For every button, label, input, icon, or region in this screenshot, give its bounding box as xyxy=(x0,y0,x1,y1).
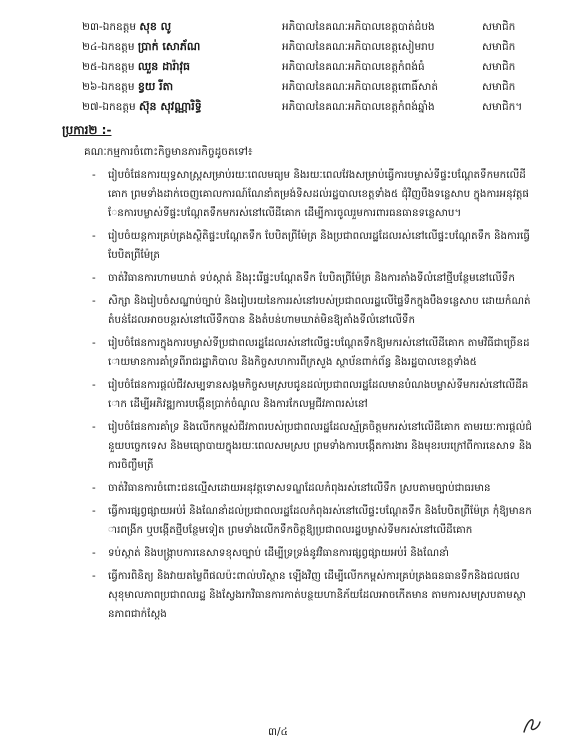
member-row xyxy=(82,58,552,78)
bullet-dash: - xyxy=(92,421,96,433)
member-number: ២៤-ឯកឧត្តម xyxy=(82,41,135,53)
task-text: រៀបចំយន្តការគ្រប់គ្រងស្ថិតិផ្ទះបណ្ដែតទឹក បែបិតព្រីម៉ែត្រ និងប្រជាពលរដ្ឋដែលរស់នៅលើផ្ទះបណ្ដែតទឹក និងការធ្វើបែបិតព្រីម៉ែត្រ xyxy=(108,230,530,261)
bullet-dash: - xyxy=(92,482,96,494)
member-number: ២៣-ឯកឧត្តម xyxy=(82,21,137,33)
bullet-dash: - xyxy=(92,505,96,517)
intro-text: គណៈកម្មការចំពោះកិច្ចមានភារកិច្ចដូចតទៅ៖ xyxy=(84,146,253,158)
member-status: សមាជិក xyxy=(482,20,516,33)
bullet-dash: - xyxy=(92,547,96,559)
member-number: ២៧-ឯកឧត្តម xyxy=(82,101,136,113)
list-item xyxy=(92,227,532,265)
member-status: សមាជិក xyxy=(482,60,516,73)
bullet-dash: - xyxy=(92,230,96,242)
page-number: ៣/៤ xyxy=(268,726,288,738)
member-number: ២៥-ឯកឧត្តម xyxy=(82,61,135,73)
list-item xyxy=(92,292,532,330)
list-item xyxy=(92,269,532,288)
member-name: ខ្វយ រីតា xyxy=(137,80,174,93)
member-row xyxy=(82,78,552,98)
member-name: ប្រាក់ សោភ័ណ xyxy=(137,40,201,53)
member-name-cell xyxy=(82,60,282,76)
member-name-cell xyxy=(82,20,282,36)
list-item xyxy=(92,376,532,414)
bullet-dash: - xyxy=(92,570,96,582)
article-heading: ប្រការ២ :- xyxy=(62,123,112,137)
member-role: អភិបាលនៃគណៈអភិបាលខេត្តសៀមរាប xyxy=(282,40,435,53)
bullet-dash: - xyxy=(92,337,96,349)
list-item xyxy=(92,479,532,498)
bullet-dash: - xyxy=(92,379,96,391)
list-item xyxy=(92,502,532,540)
member-name-cell xyxy=(82,100,282,116)
member-role: អភិបាលនៃគណៈអភិបាលខេត្តកំពង់ឆ្នាំង xyxy=(282,100,435,113)
member-status: សមាជិក។ xyxy=(482,100,523,113)
task-text: រៀបចំផែនការយុទ្ធសាស្ត្រសម្រាប់រយៈពេលមធ្យម និងរយៈពេលវែងសម្រាប់ធ្វើការបម្លាស់ទីផ្ទះបណ្ដែតទឹកមកលើដីគោក ព្រមទាំងដាក់ចេញគោលការណ៍ណែនាំតម្រង់ទិសដល់រដ្ឋបាលខេត្តទាំង៥ ជុំវិញបឹងទន្លេសាប ក្នុងការអនុវត្តផែនការបម្លាស់ទីផ្ទះបណ្ដែតទឹកមករស់នៅលើដីគោក ដើម្បីការចូលរួមការពារធនធានទន្លេសាប។ xyxy=(108,169,529,219)
task-text: ចាត់វិធានការចំពោះជនល្មើសដោយអនុវត្តទោសទណ្ឌដែលកំពុងរស់នៅលើទឹក ស្របតាមច្បាប់ជាធរមាន xyxy=(108,482,491,494)
list-item xyxy=(92,544,532,563)
list-item xyxy=(92,334,532,372)
task-list xyxy=(92,166,532,628)
member-status: សមាជិក xyxy=(482,40,516,53)
task-text: ធ្វើការពិនិត្យ និងវាយតម្លៃពីផលប៉ះពាល់បរិស្ថាន ឡើងវិញ ដើម្បីលើកកម្ពស់ការគ្រប់គ្រងធនធានទឹកនិងជលផល សុខុមាលភាពប្រជាពលរដ្ឋ និងស្វែងរកវិធានការកាត់បន្ថយហានិភ័យដែលអាចកើតមាន តាមការសមស្របតាមស្ថានភាពជាក់ស្ដែង xyxy=(108,570,526,620)
member-name-cell xyxy=(82,80,282,96)
member-row xyxy=(82,98,552,118)
member-list xyxy=(82,18,552,118)
member-name: សុខ លូ xyxy=(139,20,172,33)
list-item xyxy=(92,166,532,223)
member-role: អភិបាលនៃគណៈអភិបាលខេត្តពោធិ៍សាត់ xyxy=(282,80,438,93)
task-text: ទប់ស្កាត់ និងបង្ក្រាបការនេសាទខុសច្បាប់ ដើម្បីទ្រទ្រង់នូវវិធានការផ្សព្វផ្សាយអប់រំ និងណែនាំ xyxy=(108,547,449,559)
bullet-dash: - xyxy=(92,272,96,284)
list-item xyxy=(92,567,532,624)
member-role: អភិបាលនៃគណៈអភិបាលខេត្តបាត់ដំបង xyxy=(282,20,435,33)
task-text: ធ្វើការផ្សព្វផ្សាយអប់រំ និងណែនាំដល់ប្រជាពលរដ្ឋដែលកំពុងរស់នៅលើផ្ទះបណ្ដែតទឹក និងបែបិតព្រីម៉ែត្រ កុំឱ្យមានការពង្រីក ឬបង្កើតថ្មីបន្ថែមទៀត ព្រមទាំងលើកទឹកចិត្តឱ្យប្រជាពលរដ្ឋបម្លាស់ទីមករស់នៅលើដីគោក xyxy=(108,505,532,536)
member-row xyxy=(82,38,552,58)
signature-initial-icon xyxy=(518,712,544,738)
member-name: ស៊ុន សុវណ្ណារិទ្ធិ xyxy=(139,100,202,113)
member-number: ២៦-ឯកឧត្តម xyxy=(82,81,135,93)
member-row xyxy=(82,18,552,38)
task-text: រៀបចំផែនការផ្ដល់ជីវសម្បទានសង្គមកិច្ចសមស្របជូនដល់ប្រជាពលរដ្ឋដែលមានបំណងបម្លាស់ទីមករស់នៅលើដីគោក ដើម្បីអភិវឌ្ឍការបង្កើនប្រាក់ចំណូល និងការកែលម្អជីវភាពរស់នៅ xyxy=(108,379,529,410)
task-text: សិក្សា និងរៀបចំសណ្ឋាប់ច្បាប់ និងរៀបរយនៃការរស់នៅរបស់ប្រជាពលរដ្ឋលើផ្ទៃទឹកក្នុងបឹងទន្លេសាប ដោយកំណត់តំបន់ដែលអាចបន្តរស់នៅលើទឹកបាន និងតំបន់ហាមឃាត់មិនឱ្យតាំងទីលំនៅលើទឹក xyxy=(108,295,531,326)
task-text: ចាត់វិធានការហាមឃាត់ ទប់ស្កាត់ និងរុះរើផ្ទះបណ្ដែតទឹក បែបិតព្រីម៉ែត្រ និងការតាំងទីលំនៅថ្មីបន្ថែមនៅលើទឹក xyxy=(108,272,515,284)
member-name: ឈួន ដារ៉ាវុធ xyxy=(137,60,191,73)
member-status: សមាជិក xyxy=(482,80,516,93)
task-text: រៀបចំផែនការក្នុងការបម្លាស់ទីប្រជាពលរដ្ឋដែលរស់នៅលើផ្ទះបណ្ដែតទឹកឱ្យមករស់នៅលើដីគោក តាមវិធីជាច្រើនដោយមានការគាំទ្រពីរាជរដ្ឋាភិបាល និងកិច្ចសហការពីក្រសួង ស្ថាប័នពាក់ព័ន្ធ និងរដ្ឋបាលខេត្តទាំង៥ xyxy=(108,337,530,368)
bullet-dash: - xyxy=(92,295,96,307)
task-text: រៀបចំផែនការគាំទ្រ និងលើកកម្ពស់ជីវភាពរបស់ប្រជាពលរដ្ឋដែលស្ម័គ្រចិត្តមករស់នៅលើដីគោក តាមរយៈការផ្ដល់ជំនួយបច្ចេកទេស និងមធ្យោបាយក្នុងរយៈពេលសមស្រប ព្រមទាំងការបង្កើតការងារ និងមុខរបរក្រៅពីការនេសាទ និងការចិញ្ចឹមត្រី xyxy=(108,421,532,471)
bullet-dash: - xyxy=(92,169,96,181)
member-role: អភិបាលនៃគណៈអភិបាលខេត្តកំពង់ធំ xyxy=(282,60,425,73)
member-name-cell xyxy=(82,40,282,56)
list-item xyxy=(92,418,532,475)
